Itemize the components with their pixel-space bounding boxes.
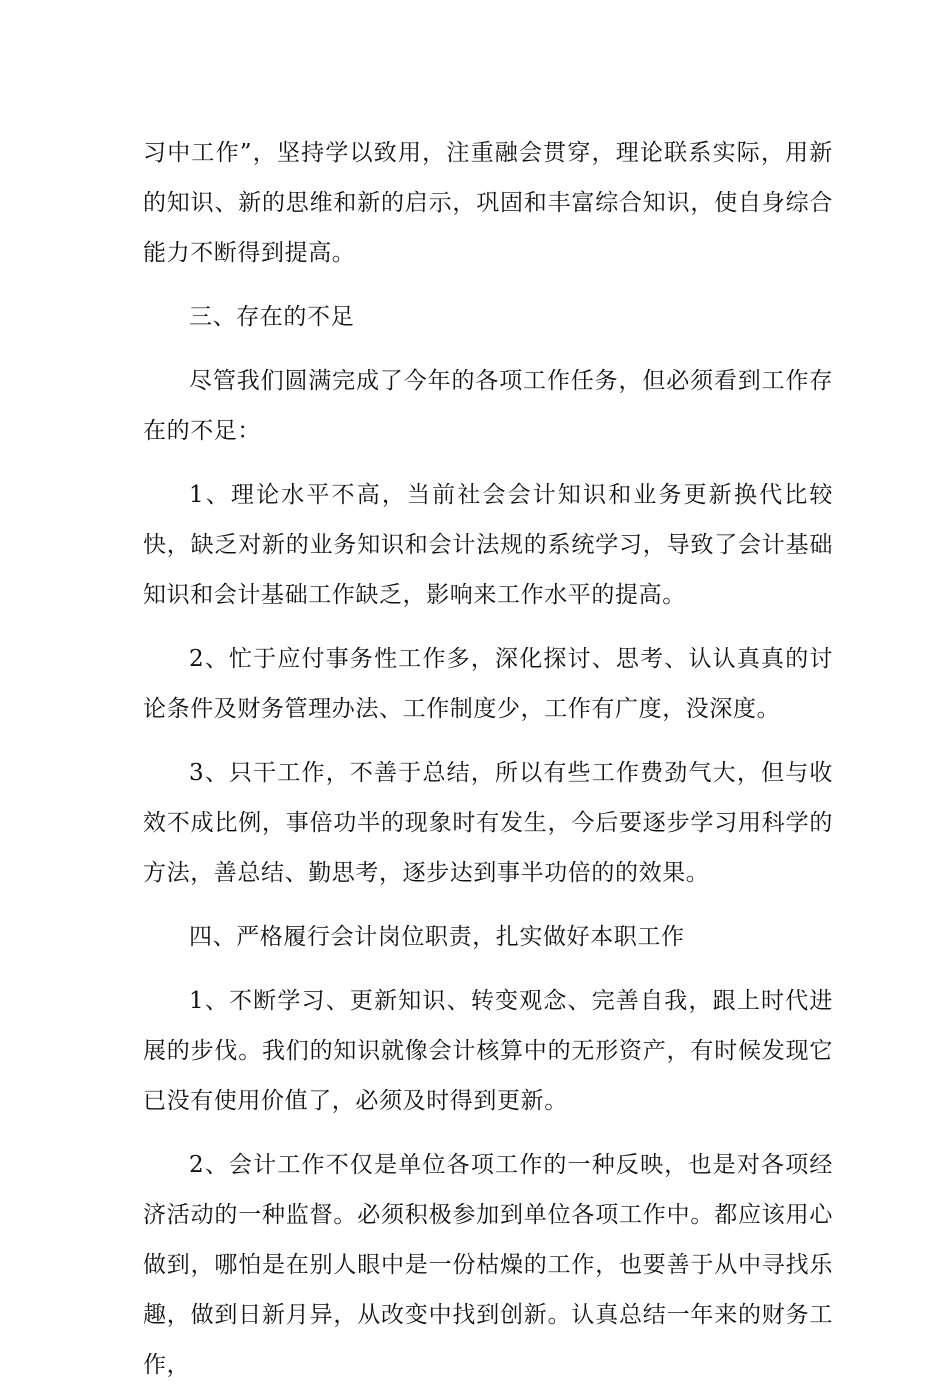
document-body xyxy=(143,128,833,1390)
paragraph-duty-2: 2、会计工作不仅是单位各项工作的一种反映，也是对各项经济活动的一种监督。必须积极参加到单位各项工作中。都应该用心做到，哪怕是在别人眼中是一份枯燥的工作，也要善于从中寻找乐趣，做到日新月异，从改变中找到创新。认真总结一年来的财务工作， xyxy=(143,1152,833,1378)
section-heading-3: 三、存在的不足 xyxy=(189,304,355,330)
section-heading-4: 四、严格履行会计岗位职责，扎实做好本职工作 xyxy=(189,924,685,950)
paragraph-shortcoming-2: 2、忙于应付事务性工作多，深化探讨、思考、认认真真的讨论条件及财务管理办法、工作制度少，工作有广度，没深度。 xyxy=(143,646,833,722)
paragraph-shortcoming-3: 3、只干工作，不善于总结，所以有些工作费劲气大，但与收效不成比例，事倍功半的现象时有发生，今后要逐步学习用科学的方法，善总结、勤思考，逐步达到事半功倍的的效果。 xyxy=(143,760,833,886)
paragraph-shortcomings-intro: 尽管我们圆满完成了今年的各项工作任务，但必须看到工作存在的不足： xyxy=(143,368,833,444)
paragraph-shortcoming-1: 1、理论水平不高，当前社会会计知识和业务更新换代比较快，缺乏对新的业务知识和会计法规的系统学习，导致了会计基础知识和会计基础工作缺乏，影响来工作水平的提高。 xyxy=(143,482,833,608)
paragraph-continuation: 习中工作”，坚持学以致用，注重融会贯穿，理论联系实际，用新的知识、新的思维和新的启示，巩固和丰富综合知识，使自身综合能力不断得到提高。 xyxy=(143,140,833,266)
paragraph-duty-1: 1、不断学习、更新知识、转变观念、完善自我，跟上时代进展的步伐。我们的知识就像会计核算中的无形资产，有时候发现它已没有使用价值了，必须及时得到更新。 xyxy=(143,988,833,1114)
